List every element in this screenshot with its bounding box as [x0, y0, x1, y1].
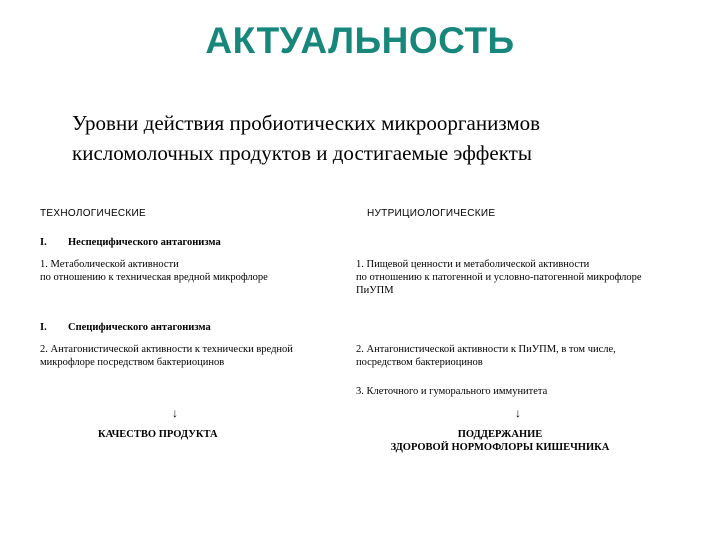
page-title: АКТУАЛЬНОСТЬ — [205, 20, 515, 61]
arrow-down-icon: ↓ — [172, 406, 178, 420]
subtitle-line-2: кисломолочных продуктов и достигаемые эффекты — [72, 141, 532, 165]
column-heading-technological: ТЕХНОЛОГИЧЕСКИЕ — [40, 208, 147, 219]
result-support-line-1: ПОДДЕРЖАНИЕ — [457, 429, 543, 440]
result-support-line-2: ЗДОРОВОЙ НОРМОФЛОРЫ КИШЕЧНИКА — [390, 442, 610, 453]
left-item-2-line-1: 2. Антагонистической активности к технически вредной — [40, 344, 293, 355]
right-item-1-line-1: 1. Пищевой ценности и метаболической активности — [356, 259, 590, 270]
subtitle-line-1: Уровни действия пробиотических микроорганизмов — [72, 111, 541, 135]
right-item-3: 3. Клеточного и гуморального иммунитета — [356, 386, 548, 397]
left-item-1-line-2: по отношению к техническая вредной микрофлоре — [40, 272, 268, 283]
result-product-quality: КАЧЕСТВО ПРОДУКТА — [98, 429, 218, 440]
right-item-1-line-2: по отношению к патогенной и условно-патогенной микрофлоре — [356, 272, 642, 283]
section-2-numeral: I. — [40, 322, 47, 333]
section-1-heading: Неспецифического антагонизма — [68, 237, 221, 248]
left-item-1-line-1: 1. Метаболической активности — [40, 259, 179, 270]
column-heading-nutritional: НУТРИЦИОЛОГИЧЕСКИЕ — [367, 208, 496, 219]
right-item-2-line-2: посредством бактериоцинов — [356, 357, 483, 368]
right-item-2-line-1: 2. Антагонистической активности к ПиУПМ, в том числе, — [356, 344, 616, 355]
arrow-down-icon: ↓ — [515, 406, 521, 420]
section-2-heading: Специфического антагонизма — [68, 322, 211, 333]
left-item-2-line-2: микрофлоре посредством бактериоцинов — [40, 357, 225, 368]
right-item-1-line-3: ПиУПМ — [356, 285, 394, 296]
section-1-numeral: I. — [40, 237, 47, 248]
